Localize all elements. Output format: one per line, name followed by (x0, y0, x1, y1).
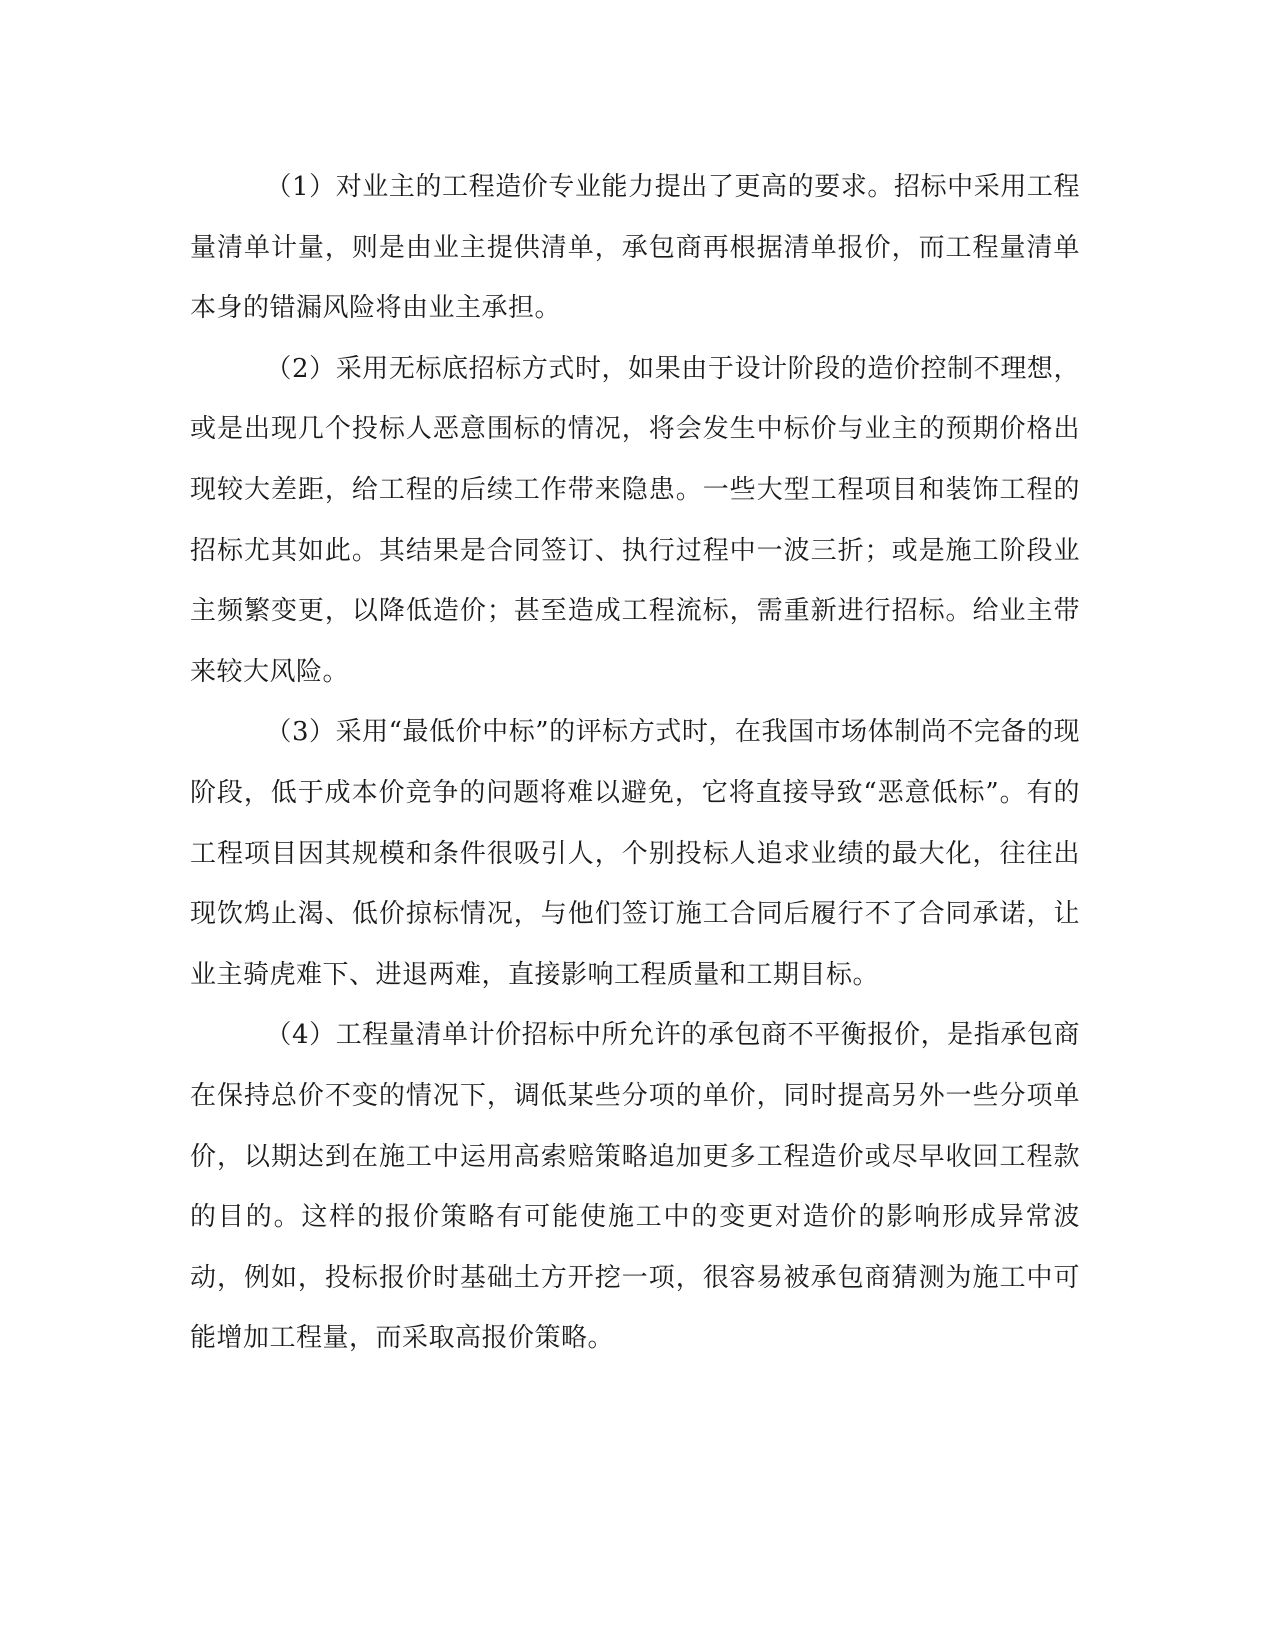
paragraph-3: （3）采用“最低价中标”的评标方式时，在我国市场体制尚不完备的现阶段，低于成本价竞争的问题将难以避免，它将直接导致“恶意低标”。有的工程项目因其规模和条件很吸引人，个别投标人追求业绩的最大化，往往出现饮鸩止渴、低价掠标情况，与他们签订施工合同后履行不了合同承诺，让业主骑虎难下、进退两难，直接影响工程质量和工期目标。 (190, 717, 1080, 990)
document-body (190, 157, 1080, 1369)
paragraph-4: （4）工程量清单计价招标中所允许的承包商不平衡报价，是指承包商在保持总价不变的情况下，调低某些分项的单价，同时提高另外一些分项单价，以期达到在施工中运用高索赔策略追加更多工程造价或尽早收回工程款的目的。这样的报价策略有可能使施工中的变更对造价的影响形成异常波动，例如，投标报价时基础土方开挖一项，很容易被承包商猜测为施工中可能增加工程量，而采取高报价策略。 (190, 1020, 1080, 1354)
paragraph-2: （2）采用无标底招标方式时，如果由于设计阶段的造价控制不理想，或是出现几个投标人恶意围标的情况，将会发生中标价与业主的预期价格出现较大差距，给工程的后续工作带来隐患。一些大型工程项目和装饰工程的招标尤其如此。其结果是合同签订、执行过程中一波三折；或是施工阶段业主频繁变更，以降低造价；甚至造成工程流标，需重新进行招标。给业主带来较大风险。 (190, 353, 1080, 687)
paragraph-1: （1）对业主的工程造价专业能力提出了更高的要求。招标中采用工程量清单计量，则是由业主提供清单，承包商再根据清单报价，而工程量清单本身的错漏风险将由业主承担。 (190, 172, 1080, 324)
